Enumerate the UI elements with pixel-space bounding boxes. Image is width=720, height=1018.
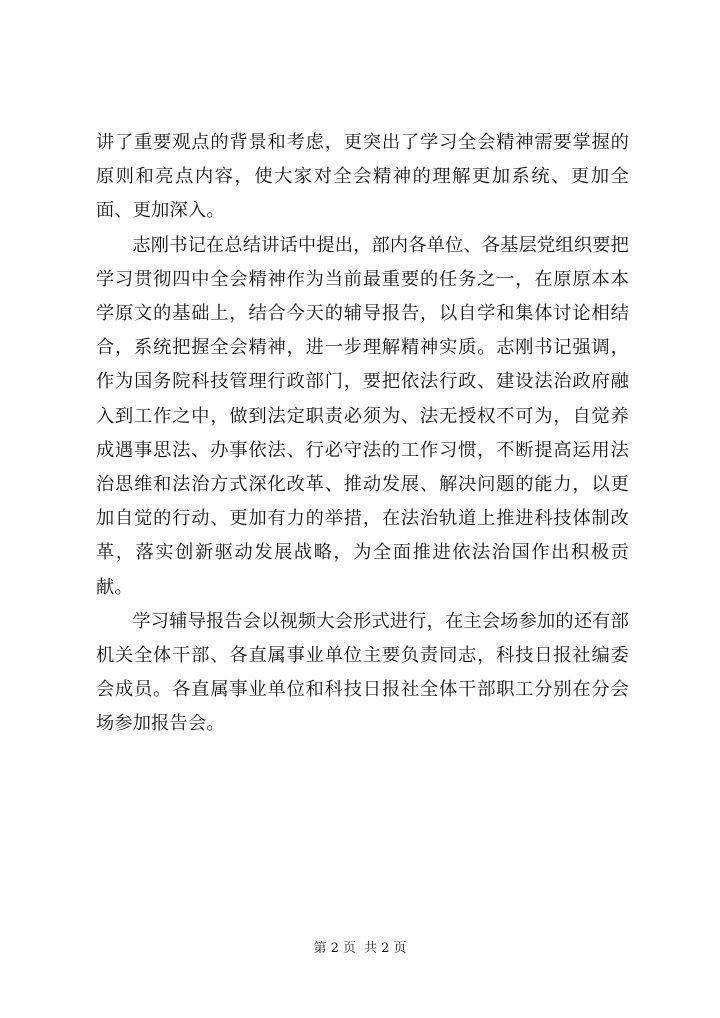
document-body [96,126,629,742]
page-footer [0,940,720,958]
paragraph-3: 学习辅导报告会以视频大会形式进行，在主会场参加的还有部机关全体干部、各直属事业单位主要负责同志，科技日报社编委会成员。各直属事业单位和科技日报社全体干部职工分别在分会场参加报告会。 [96,610,629,735]
paragraph-1: 讲了重要观点的背景和考虑，更突出了学习全会精神需要掌握的原则和亮点内容，使大家对全会精神的理解更加系统、更加全面、更加深入。 [96,132,629,222]
page-number-current: 第 2 页 [313,941,356,956]
page-number-total: 共 2 页 [364,941,407,956]
paragraph-2: 志刚书记在总结讲话中提出，部内各单位、各基层党组织要把学习贯彻四中全会精神作为当前最重要的任务之一，在原原本本学原文的基础上，结合今天的辅导报告，以自学和集体讨论相结合，系统把握全会精神，进一步理解精神实质。志刚书记强调，作为国务院科技管理行政部门，要把依法行政、建设法治政府融入到工作之中，做到法定职责必须为、法无授权不可为，自觉养成遇事思法、办事依法、行必守法的工作习惯，不断提高运用法治思维和法治方式深化改革、推动发展、解决问题的能力，以更加自觉的行动、更加有力的举措，在法治轨道上推进科技体制改革，落实创新驱动发展战略，为全面推进依法治国作出积极贡献。 [96,234,629,598]
